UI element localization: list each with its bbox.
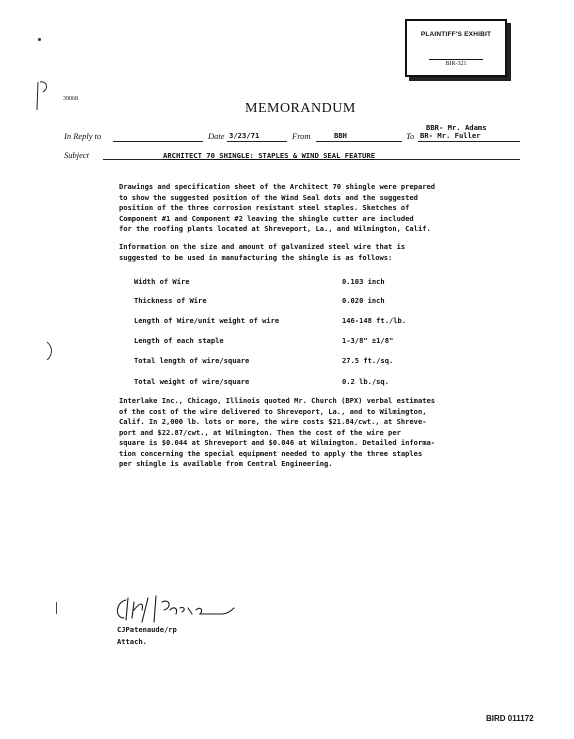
in-reply-to-label: In Reply to bbox=[64, 131, 102, 141]
memo-title: MEMORANDUM bbox=[245, 101, 356, 116]
exhibit-title: PLAINTIFF'S EXHIBIT bbox=[420, 31, 492, 38]
subject-value: ARCHITECT 70 SHINGLE: STAPLES & WIND SEAL FEATURE bbox=[163, 151, 376, 160]
paragraph-3: Interlake Inc., Chicago, Illinois quoted Mr. Church (BPX) verbal estimates of the cost of the wire delivered to Shreveport, La., and to Wilmington, Calif. In 2,000 lb. lots or more, the wire costs $21.84/cwt., at Shreve- port and $22.87/cwt., at Wilmington. Then the cost of the wire per square is $0.044 at Shreveport and $0.046 at Wilmington. Detailed informa- tion concerning the special equipment needed to apply the three staples per shingle is available from Central Engineering. bbox=[119, 396, 436, 468]
date-label: Date bbox=[208, 131, 225, 141]
handwritten-signature bbox=[112, 592, 252, 628]
spec-label-staple-length: Length of each staple bbox=[134, 336, 224, 345]
from-line bbox=[316, 131, 402, 142]
spec-label-total-weight: Total weight of wire/square bbox=[134, 377, 250, 386]
attachment-note: Attach. bbox=[117, 637, 147, 646]
spec-label-length-per-weight: Length of Wire/unit weight of wire bbox=[134, 316, 280, 325]
to-line-1: BBR- Mr. Adams bbox=[426, 123, 487, 132]
paragraph-2: Information on the size and amount of galvanized steel wire that is suggested to be used in manufacturing the shingle is as follows: bbox=[119, 242, 406, 262]
spec-label-thickness: Thickness of Wire bbox=[134, 296, 207, 305]
paragraph-1: Drawings and specification sheet of the Architect 70 shingle were prepared to show the suggested position of the Wind Seal dots and the suggested position of the three corrosion resistant steel staples. Sketches of Component #1 and Component #2 leaving the shingle cutter are included for the roofing plants located at Shreveport, La., and Wilmington, Calif. bbox=[119, 182, 436, 233]
to-label: To bbox=[406, 131, 415, 141]
to-line-2: BR- Mr. Fuller bbox=[420, 131, 481, 140]
in-reply-to-line bbox=[113, 131, 203, 142]
bates-number: BIRD 011172 bbox=[486, 714, 534, 723]
date-value: 3/23/71 bbox=[229, 131, 260, 140]
from-label: From bbox=[292, 131, 311, 141]
punch-hole-mark bbox=[38, 38, 41, 41]
spec-label-total-length: Total length of wire/square bbox=[134, 356, 250, 365]
document-number: 39068 bbox=[63, 96, 78, 102]
exhibit-divider bbox=[429, 59, 483, 60]
author-initials: CJPatenaude/rp bbox=[117, 625, 177, 634]
exhibit-stamp bbox=[405, 19, 507, 77]
exhibit-id: BIR-321 bbox=[445, 61, 467, 67]
handwritten-mark bbox=[33, 78, 55, 114]
margin-tick-mark bbox=[56, 602, 57, 614]
spec-value-length-per-weight: 146-148 ft./lb. bbox=[342, 316, 407, 325]
subject-label: Subject bbox=[64, 150, 90, 160]
spec-value-width: 0.103 inch bbox=[342, 277, 385, 286]
spec-label-width: Width of Wire bbox=[134, 277, 190, 286]
spec-value-total-weight: 0.2 lb./sq. bbox=[342, 377, 389, 386]
spec-value-thickness: 0.020 inch bbox=[342, 296, 385, 305]
spec-value-staple-length: 1-3/8" ±1/8" bbox=[342, 336, 394, 345]
from-value: BBH bbox=[334, 131, 347, 140]
margin-paren-mark bbox=[44, 340, 56, 362]
spec-value-total-length: 27.5 ft./sq. bbox=[342, 356, 394, 365]
